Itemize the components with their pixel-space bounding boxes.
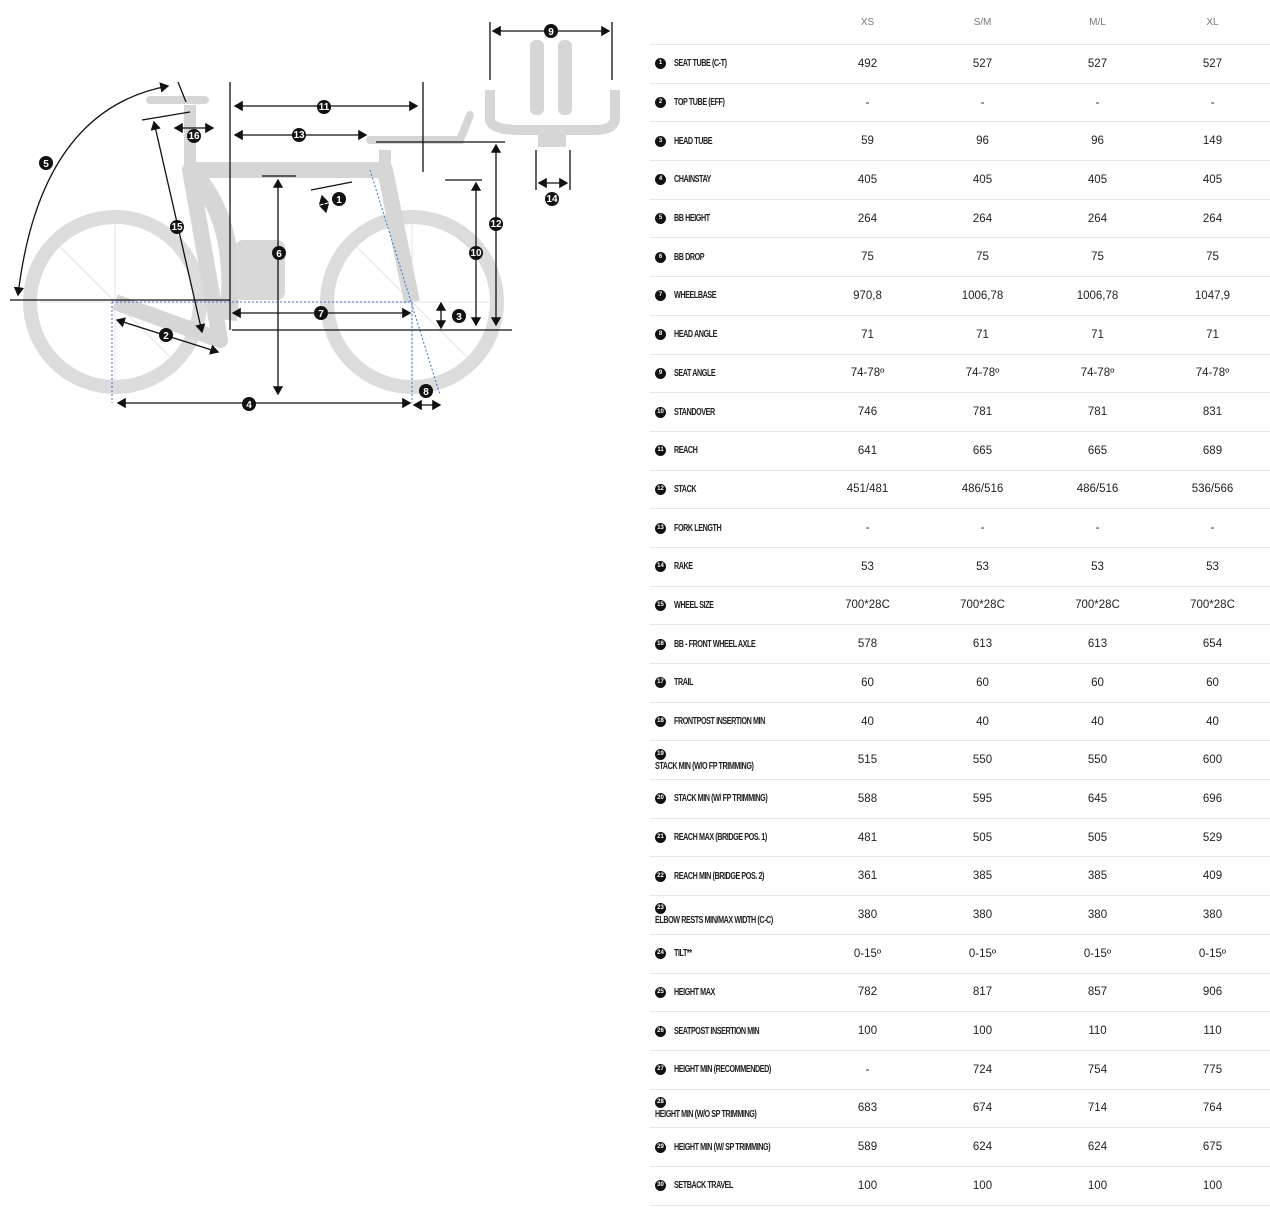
size-header-row <box>650 0 1270 45</box>
table-row <box>650 857 1270 896</box>
table-row <box>650 1089 1270 1128</box>
value-cell: 74-78º <box>1040 354 1155 393</box>
value-cell: - <box>1040 509 1155 548</box>
value-cell: - <box>810 509 925 548</box>
value-cell: 754 <box>1040 1050 1155 1089</box>
value-cell: 624 <box>1040 1128 1155 1167</box>
row-label: HEAD ANGLE <box>674 329 718 341</box>
value-cell: 409 <box>1155 857 1270 896</box>
row-number-badge: 9 <box>655 368 666 379</box>
row-label: FRONTPOST INSERTION MIN <box>674 716 765 727</box>
bike-silhouette <box>30 100 497 387</box>
row-label-cell <box>650 896 810 935</box>
value-cell: 486/516 <box>1040 470 1155 509</box>
row-label-cell <box>650 1089 810 1128</box>
callout-14 <box>545 192 559 206</box>
value-cell: 74-78º <box>810 354 925 393</box>
value-cell: 1006,78 <box>925 277 1040 316</box>
value-cell: 40 <box>1155 702 1270 741</box>
table-row <box>650 702 1270 741</box>
row-label: SEAT TUBE (C-T) <box>674 58 727 70</box>
value-cell: 906 <box>1155 973 1270 1012</box>
value-cell: 689 <box>1155 431 1270 470</box>
row-label: HEIGHT MAX <box>674 986 715 998</box>
svg-text:3: 3 <box>456 312 462 323</box>
value-cell: 74-78º <box>925 354 1040 393</box>
row-label: STACK MIN (W/ FP TRIMMING) <box>674 793 768 805</box>
row-number-badge: 17 <box>655 677 666 688</box>
value-cell: 100 <box>925 1012 1040 1051</box>
row-label-cell <box>650 393 810 432</box>
value-cell: 550 <box>1040 741 1155 780</box>
row-number-badge: 5 <box>655 213 666 224</box>
table-row <box>650 896 1270 935</box>
row-number-badge: 1 <box>655 58 666 69</box>
row-label-cell <box>650 934 810 973</box>
callout-7 <box>314 306 328 320</box>
table-row <box>650 315 1270 354</box>
svg-text:16: 16 <box>188 131 200 142</box>
value-cell: 700*28C <box>925 586 1040 625</box>
row-number-badge: 6 <box>655 252 666 263</box>
value-cell: 149 <box>1155 122 1270 161</box>
callout-4 <box>242 397 256 411</box>
row-label-cell <box>650 547 810 586</box>
value-cell: 1047,9 <box>1155 277 1270 316</box>
geometry-table-head <box>650 0 1270 45</box>
value-cell: 781 <box>1040 393 1155 432</box>
value-cell: 641 <box>810 431 925 470</box>
value-cell: 527 <box>1040 45 1155 84</box>
value-cell: 75 <box>1040 238 1155 277</box>
value-cell: 53 <box>925 547 1040 586</box>
callout-2 <box>159 328 173 342</box>
value-cell: 550 <box>925 741 1040 780</box>
value-cell: - <box>1040 83 1155 122</box>
value-cell: 613 <box>925 625 1040 664</box>
row-label: RAKE <box>674 561 693 573</box>
row-number-badge: 20 <box>655 793 666 804</box>
svg-text:15: 15 <box>171 222 183 233</box>
table-row <box>650 780 1270 819</box>
row-number-badge: 26 <box>655 1026 666 1037</box>
value-cell: 110 <box>1040 1012 1155 1051</box>
value-cell: 405 <box>1040 161 1155 200</box>
value-cell: 100 <box>810 1166 925 1205</box>
value-cell: 578 <box>810 625 925 664</box>
svg-text:7: 7 <box>318 309 324 320</box>
row-label: HEAD TUBE <box>674 135 713 147</box>
row-number-badge: 24 <box>655 948 666 959</box>
row-label-cell <box>650 354 810 393</box>
value-cell: 696 <box>1155 780 1270 819</box>
callout-15 <box>170 220 184 234</box>
value-cell: - <box>810 1050 925 1089</box>
row-label-cell <box>650 973 810 1012</box>
value-cell: 0-15º <box>810 934 925 973</box>
row-label: WHEEL SIZE <box>674 599 714 611</box>
table-row <box>650 122 1270 161</box>
row-number-badge: 4 <box>655 174 666 185</box>
row-label-cell <box>650 315 810 354</box>
table-row <box>650 509 1270 548</box>
value-cell: 380 <box>810 896 925 935</box>
row-label-cell <box>650 702 810 741</box>
value-cell: 0-15º <box>925 934 1040 973</box>
value-cell: 60 <box>1155 664 1270 703</box>
geometry-table-body <box>650 45 1270 1206</box>
value-cell: 264 <box>810 199 925 238</box>
row-label-cell <box>650 625 810 664</box>
row-label: HEIGHT MIN (W/O SP TRIMMING) <box>655 1108 757 1120</box>
value-cell: 645 <box>1040 780 1155 819</box>
row-label: BB - FRONT WHEEL AXLE <box>674 638 756 650</box>
table-row <box>650 625 1270 664</box>
value-cell: 53 <box>810 547 925 586</box>
value-cell: 654 <box>1155 625 1270 664</box>
value-cell: 624 <box>925 1128 1040 1167</box>
row-label-cell <box>650 741 810 780</box>
value-cell: 264 <box>925 199 1040 238</box>
label-header <box>650 0 810 45</box>
value-cell: 361 <box>810 857 925 896</box>
value-cell: 75 <box>925 238 1040 277</box>
value-cell: - <box>810 83 925 122</box>
callout-1 <box>332 192 346 206</box>
callout-6 <box>272 246 286 260</box>
value-cell: - <box>925 509 1040 548</box>
value-cell: 75 <box>810 238 925 277</box>
geometry-table <box>650 0 1270 1206</box>
value-cell: 970,8 <box>810 277 925 316</box>
value-cell: 59 <box>810 122 925 161</box>
table-row <box>650 431 1270 470</box>
callout-16 <box>187 129 201 143</box>
value-cell: 380 <box>925 896 1040 935</box>
svg-text:10: 10 <box>470 248 482 259</box>
value-cell: 665 <box>1040 431 1155 470</box>
value-cell: 385 <box>925 857 1040 896</box>
value-cell: 405 <box>925 161 1040 200</box>
value-cell: - <box>925 83 1040 122</box>
row-number-badge: 30 <box>655 1180 666 1191</box>
value-cell: 1006,78 <box>1040 277 1155 316</box>
value-cell: 781 <box>925 393 1040 432</box>
value-cell: 529 <box>1155 818 1270 857</box>
value-cell: 764 <box>1155 1089 1270 1128</box>
value-cell: 674 <box>925 1089 1040 1128</box>
value-cell: 380 <box>1155 896 1270 935</box>
value-cell: 665 <box>925 431 1040 470</box>
value-cell: 53 <box>1155 547 1270 586</box>
value-cell: 700*28C <box>810 586 925 625</box>
row-label-cell <box>650 238 810 277</box>
row-number-badge: 12 <box>655 484 666 495</box>
row-number-badge: 19 <box>655 749 666 760</box>
table-row <box>650 161 1270 200</box>
svg-text:4: 4 <box>246 400 252 411</box>
row-label: TRAIL <box>674 677 694 689</box>
table-row <box>650 83 1270 122</box>
table-row <box>650 199 1270 238</box>
table-row <box>650 973 1270 1012</box>
row-number-badge: 14 <box>655 561 666 572</box>
row-label-cell <box>650 1050 810 1089</box>
row-label: FORK LENGTH <box>674 522 722 534</box>
value-cell: 100 <box>925 1166 1040 1205</box>
value-cell: 613 <box>1040 625 1155 664</box>
row-label-cell <box>650 1128 810 1167</box>
row-label: ELBOW RESTS MIN/MAX WIDTH (C-C) <box>655 915 773 927</box>
row-label: WHEELBASE <box>674 290 717 302</box>
table-row <box>650 547 1270 586</box>
value-cell: 505 <box>1040 818 1155 857</box>
row-label: REACH <box>674 445 698 457</box>
svg-text:13: 13 <box>293 130 305 141</box>
size-header-ml: M/L <box>1089 16 1106 28</box>
bike-geometry-diagram <box>0 0 640 420</box>
value-cell: 96 <box>1040 122 1155 161</box>
value-cell: 74-78º <box>1155 354 1270 393</box>
row-label: CHAINSTAY <box>674 174 711 186</box>
value-cell: - <box>1155 509 1270 548</box>
value-cell: 588 <box>810 780 925 819</box>
value-cell: 675 <box>1155 1128 1270 1167</box>
value-cell: 857 <box>1040 973 1155 1012</box>
value-cell: 831 <box>1155 393 1270 432</box>
svg-text:14: 14 <box>546 194 558 205</box>
value-cell: 40 <box>925 702 1040 741</box>
row-label: HEIGHT MIN (W/ SP TRIMMING) <box>674 1141 771 1153</box>
table-row <box>650 354 1270 393</box>
callout-10 <box>469 246 483 260</box>
svg-text:12: 12 <box>490 219 502 230</box>
row-label-cell <box>650 780 810 819</box>
bike-geometry-svg <box>0 0 640 420</box>
value-cell: 40 <box>1040 702 1155 741</box>
svg-text:8: 8 <box>423 387 429 398</box>
callout-3 <box>452 309 466 323</box>
row-label: TILT** <box>674 948 692 960</box>
value-cell: 75 <box>1155 238 1270 277</box>
row-label: REACH MAX (BRIDGE POS. 1) <box>674 832 767 844</box>
row-number-badge: 28 <box>655 1097 666 1108</box>
svg-text:11: 11 <box>318 102 330 113</box>
value-cell: 589 <box>810 1128 925 1167</box>
row-number-badge: 23 <box>655 903 666 914</box>
callout-8 <box>419 384 433 398</box>
row-number-badge: 2 <box>655 97 666 108</box>
table-row <box>650 934 1270 973</box>
value-cell: 264 <box>1040 199 1155 238</box>
value-cell: 486/516 <box>925 470 1040 509</box>
row-number-badge: 18 <box>655 716 666 727</box>
size-header-sm: S/M <box>973 16 992 28</box>
row-label-cell <box>650 857 810 896</box>
row-label: STACK <box>674 483 697 495</box>
value-cell: 71 <box>810 315 925 354</box>
row-label: REACH MIN (BRIDGE POS. 2) <box>674 870 765 882</box>
row-label-cell <box>650 509 810 548</box>
value-cell: 527 <box>1155 45 1270 84</box>
row-label-cell <box>650 199 810 238</box>
row-label: HEIGHT MIN (RECOMMENDED) <box>674 1064 771 1076</box>
svg-text:1: 1 <box>336 195 342 206</box>
value-cell: 817 <box>925 973 1040 1012</box>
row-label: STANDOVER <box>674 406 715 418</box>
table-row <box>650 818 1270 857</box>
value-cell: 451/481 <box>810 470 925 509</box>
row-label-cell <box>650 122 810 161</box>
value-cell: 405 <box>810 161 925 200</box>
row-number-badge: 11 <box>655 445 666 456</box>
value-cell: 40 <box>810 702 925 741</box>
value-cell: 714 <box>1040 1089 1155 1128</box>
row-label: BB DROP <box>674 251 705 263</box>
size-header-xl: XL <box>1206 16 1219 28</box>
value-cell: 0-15º <box>1155 934 1270 973</box>
value-cell: 71 <box>1040 315 1155 354</box>
row-label-cell <box>650 83 810 122</box>
value-cell: 385 <box>1040 857 1155 896</box>
table-row <box>650 470 1270 509</box>
svg-text:6: 6 <box>276 249 282 260</box>
callout-5 <box>39 156 53 170</box>
row-label-cell <box>650 470 810 509</box>
value-cell: 96 <box>925 122 1040 161</box>
size-header-xs: XS <box>860 16 875 28</box>
value-cell: 775 <box>1155 1050 1270 1089</box>
value-cell: 492 <box>810 45 925 84</box>
value-cell: 683 <box>810 1089 925 1128</box>
callout-12 <box>489 217 503 231</box>
value-cell: 700*28C <box>1155 586 1270 625</box>
table-row <box>650 741 1270 780</box>
row-number-badge: 10 <box>655 407 666 418</box>
row-label-cell <box>650 45 810 84</box>
row-number-badge: 21 <box>655 832 666 843</box>
value-cell: 380 <box>1040 896 1155 935</box>
callout-9 <box>544 24 558 38</box>
row-label: STACK MIN (W/O FP TRIMMING) <box>655 760 754 772</box>
row-label-cell <box>650 277 810 316</box>
table-row <box>650 1128 1270 1167</box>
value-cell: 700*28C <box>1040 586 1155 625</box>
table-row <box>650 1166 1270 1205</box>
row-number-badge: 3 <box>655 136 666 147</box>
row-number-badge: 25 <box>655 987 666 998</box>
table-row <box>650 393 1270 432</box>
value-cell: 481 <box>810 818 925 857</box>
value-cell: 515 <box>810 741 925 780</box>
row-number-badge: 13 <box>655 523 666 534</box>
row-label: SETBACK TRAVEL <box>674 1180 734 1192</box>
row-label: SEATPOST INSERTION MIN <box>674 1025 760 1037</box>
value-cell: 53 <box>1040 547 1155 586</box>
svg-text:9: 9 <box>548 27 554 38</box>
row-label-cell <box>650 161 810 200</box>
row-label-cell <box>650 1166 810 1205</box>
value-cell: 505 <box>925 818 1040 857</box>
row-label-cell <box>650 1012 810 1051</box>
table-row <box>650 1050 1270 1089</box>
value-cell: 100 <box>1155 1166 1270 1205</box>
row-label: SEAT ANGLE <box>674 367 716 379</box>
callout-13 <box>292 128 306 142</box>
row-number-badge: 27 <box>655 1064 666 1075</box>
table-row <box>650 1012 1270 1051</box>
row-label-cell <box>650 431 810 470</box>
row-label-cell <box>650 664 810 703</box>
value-cell: 405 <box>1155 161 1270 200</box>
value-cell: 724 <box>925 1050 1040 1089</box>
cockpit-detail <box>490 40 615 147</box>
row-label: TOP TUBE (EFF) <box>674 97 725 108</box>
table-row <box>650 586 1270 625</box>
value-cell: 71 <box>1155 315 1270 354</box>
table-row <box>650 238 1270 277</box>
row-number-badge: 29 <box>655 1142 666 1153</box>
value-cell: - <box>1155 83 1270 122</box>
value-cell: 60 <box>810 664 925 703</box>
row-number-badge: 16 <box>655 639 666 650</box>
row-number-badge: 8 <box>655 329 666 340</box>
value-cell: 782 <box>810 973 925 1012</box>
row-number-badge: 22 <box>655 871 666 882</box>
value-cell: 110 <box>1155 1012 1270 1051</box>
row-label: BB HEIGHT <box>674 213 710 225</box>
row-number-badge: 15 <box>655 600 666 611</box>
row-label-cell <box>650 586 810 625</box>
value-cell: 527 <box>925 45 1040 84</box>
value-cell: 100 <box>810 1012 925 1051</box>
table-row <box>650 277 1270 316</box>
value-cell: 60 <box>925 664 1040 703</box>
value-cell: 60 <box>1040 664 1155 703</box>
value-cell: 71 <box>925 315 1040 354</box>
table-row <box>650 45 1270 84</box>
table-row <box>650 664 1270 703</box>
value-cell: 600 <box>1155 741 1270 780</box>
row-label-cell <box>650 818 810 857</box>
callout-11 <box>317 100 331 114</box>
value-cell: 264 <box>1155 199 1270 238</box>
svg-text:2: 2 <box>163 331 169 342</box>
value-cell: 0-15º <box>1040 934 1155 973</box>
row-number-badge: 7 <box>655 290 666 301</box>
value-cell: 595 <box>925 780 1040 819</box>
value-cell: 746 <box>810 393 925 432</box>
svg-text:5: 5 <box>43 159 49 170</box>
value-cell: 100 <box>1040 1166 1155 1205</box>
value-cell: 536/566 <box>1155 470 1270 509</box>
